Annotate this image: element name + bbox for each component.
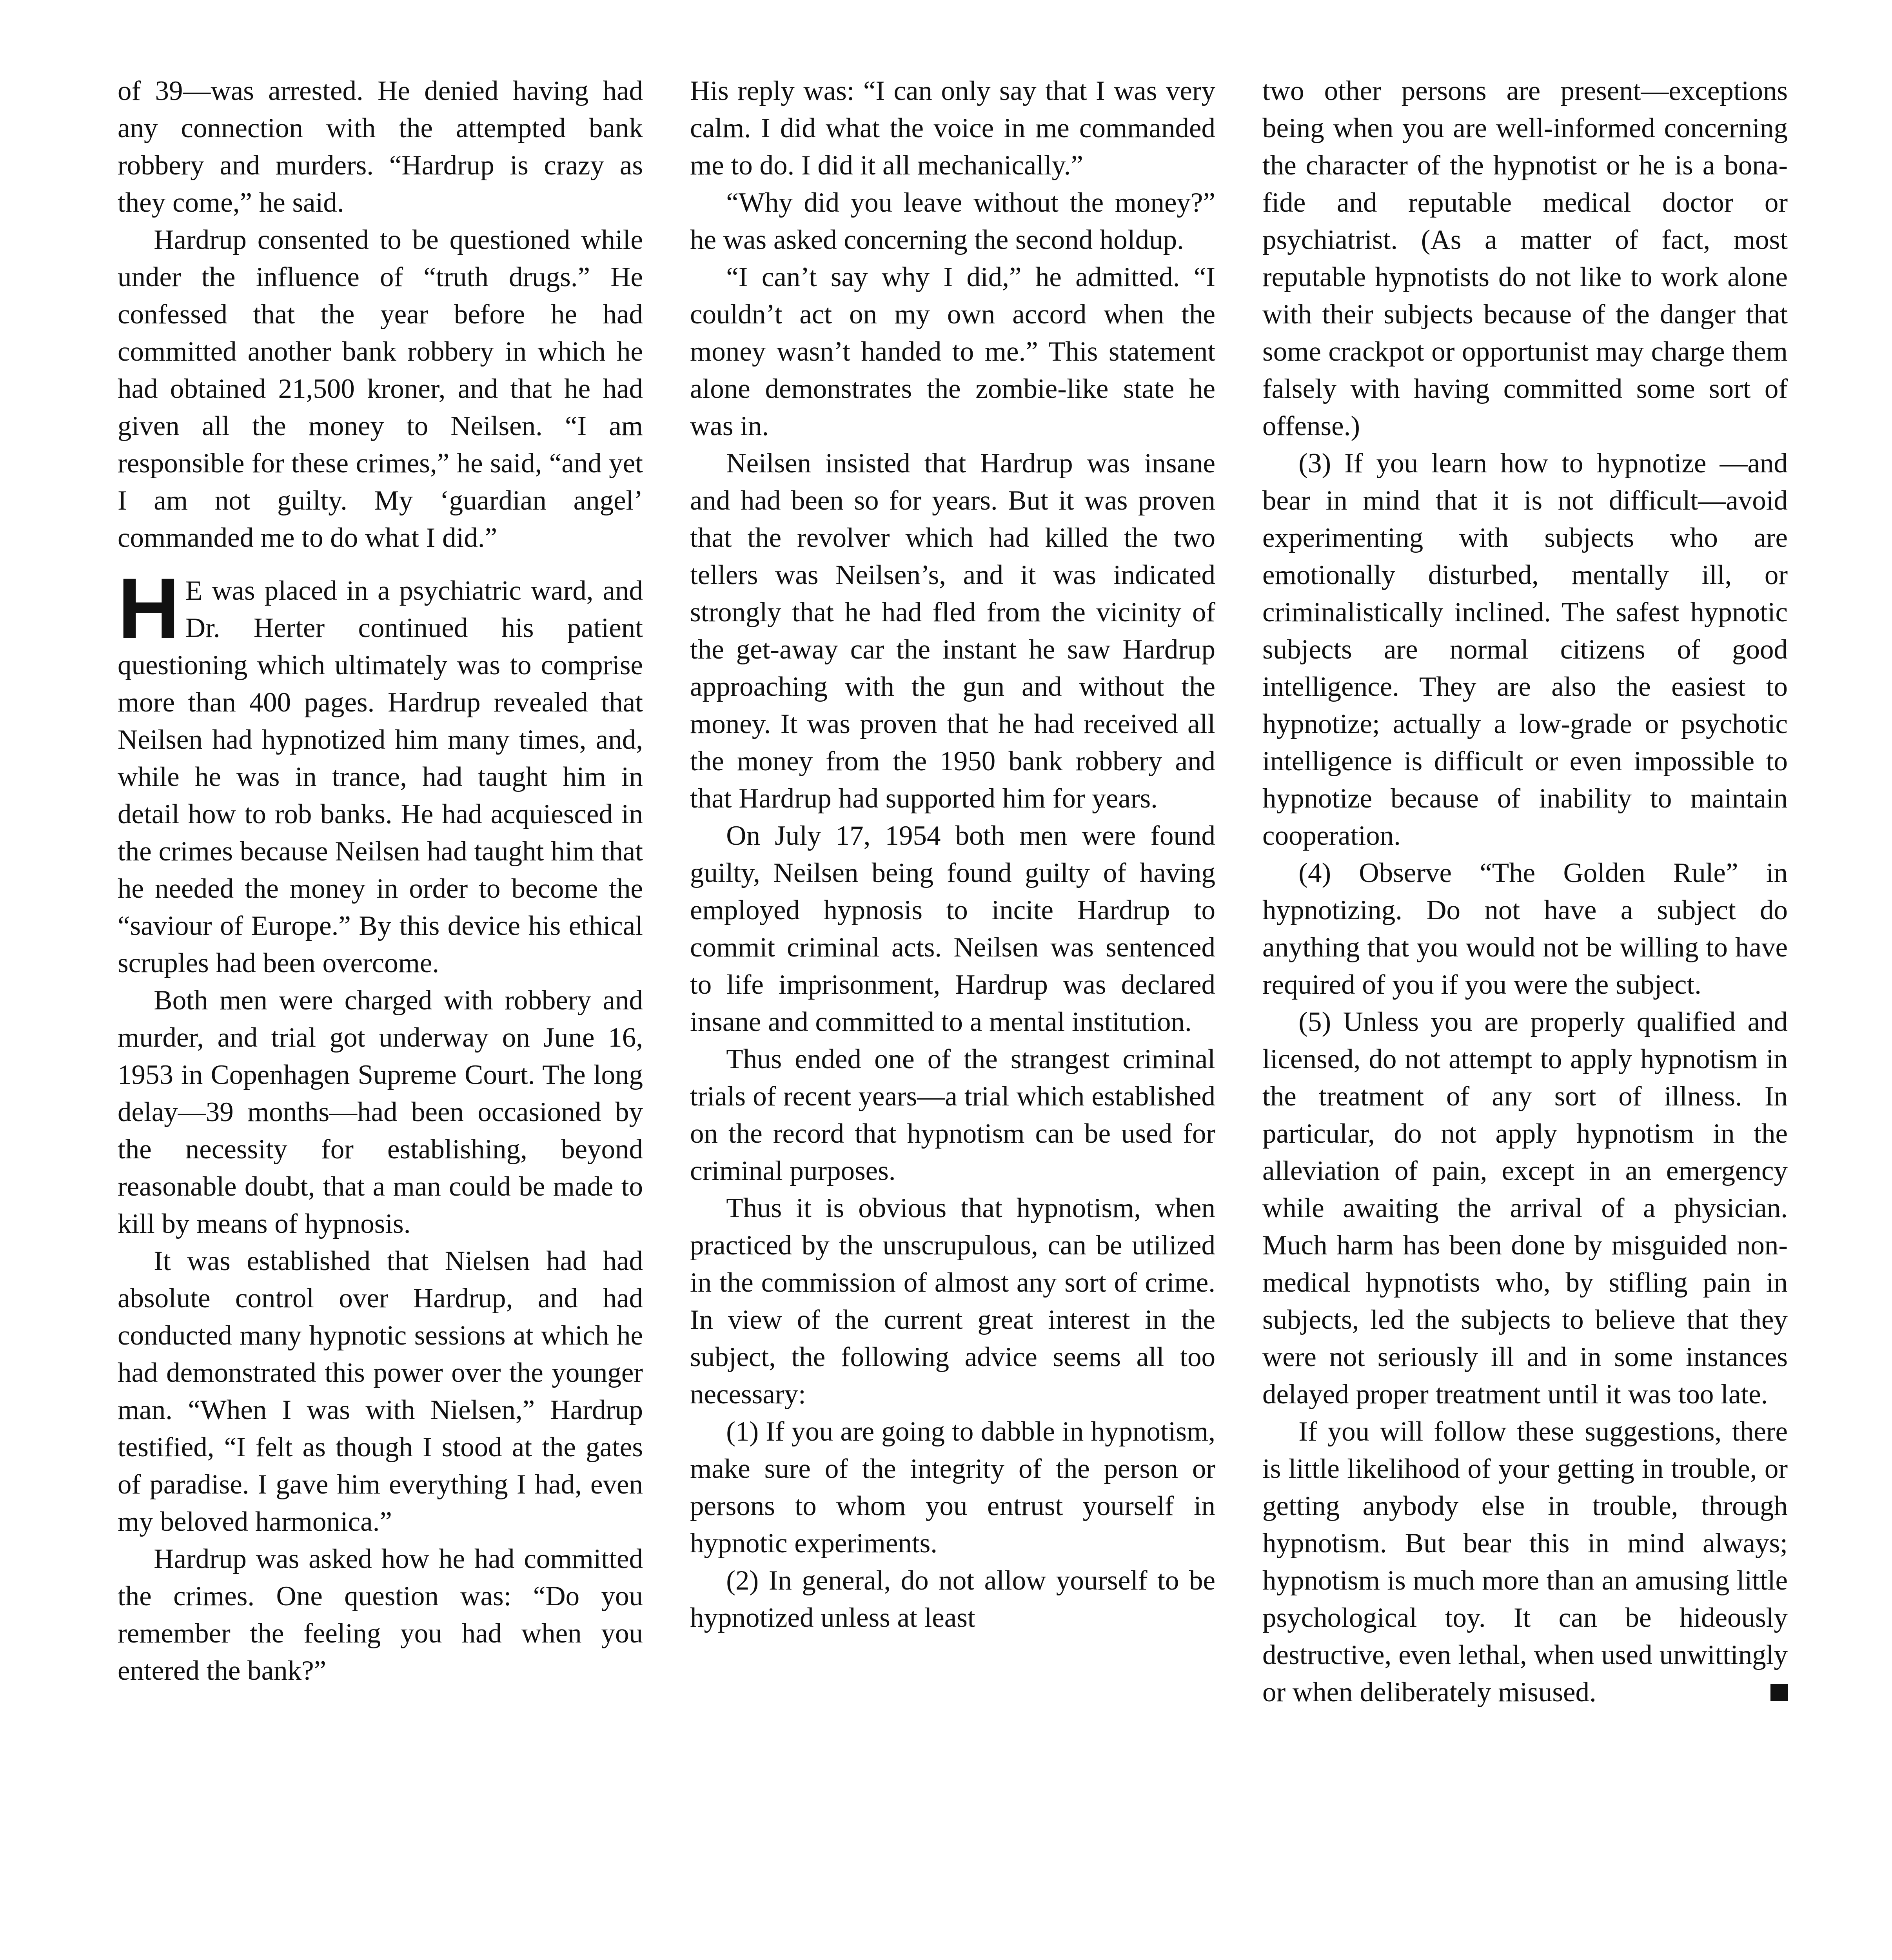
paragraph: On July 17, 1954 both men were found guilty, Neilsen being found guilty of having employed hypnosis to incite Hardrup to commit criminal acts. Neilsen was sentenced to life imprisonment, Hardrup was declared insane and committed to a mental institution. <box>690 820 1215 1037</box>
paragraph: Neilsen insisted that Hardrup was insane and had been so for years. But it was proven that the revolver which had killed the two tellers was Neilsen’s, and it was indicated strongly that he had fled from the vicinity of the get-away car the instant he saw Hardrup approaching with the gun and without the money. It was proven that he had received all the money from the 1950 bank robbery and that Hardrup had supported him for years. <box>690 448 1215 814</box>
paragraph: “Why did you leave without the money?” he was asked concerning the second holdup. <box>690 187 1215 255</box>
paragraph-with-dropcap <box>118 560 643 982</box>
paragraph: Both men were charged with robbery and murder, and trial got underway on June 16, 1953 in Copenhagen Supreme Court. The long delay—39 months—had been occasioned by the necessity for establishing, beyond reasonable doubt, that a man could be made to kill by means of hypnosis. <box>118 985 643 1239</box>
paragraph: (5) Unless you are properly qualified and licensed, do not attempt to apply hypnotism in the treatment of any sort of illness. In particular, do not apply hypnotism in the alleviation of pain, except in an emergency while awaiting the arrival of a physician. Much harm has been done by misguided non-medical hypnotists who, by stifling pain in subjects, led the subjects to believe that they were not seriously ill and in some instances delayed proper treatment until it was too late. <box>1262 1007 1788 1410</box>
paragraph: Thus it is obvious that hypnotism, when practiced by the unscrupulous, can be utilized in the commission of almost any sort of crime. In view of the current great interest in the subject, the following advice seems all too necessary: <box>690 1193 1215 1410</box>
paragraph: (3) If you learn how to hypnotize —and bear in mind that it is not difficult—avoid experimenting with subjects who are emotionally disturbed, mentally ill, or criminalistically inclined. The safest hypnotic subjects are normal citizens of good intelligence. They are also the easiest to hypnotize; actually a low-grade or psychotic intelligence is difficult or even impossible to hypnotize because of inability to maintain cooperation. <box>1262 448 1788 851</box>
paragraph <box>1262 1413 1788 1711</box>
paragraph: of 39—was arrested. He denied having had any connection with the attempted bank robbery and murders. “Hardrup is crazy as they come,” he said. <box>118 76 643 218</box>
end-of-article-mark <box>1770 1684 1788 1701</box>
paragraph: It was established that Nielsen had had absolute control over Hardrup, and had conducted many hypnotic sessions at which he had demonstrated this power over the younger man. “When I was with Nielsen,” Hardrup testified, “I felt as though I stood at the gates of paradise. I gave him everything I had, even my beloved harmonica.” <box>118 1246 643 1537</box>
article-column-3 <box>1262 73 1788 1711</box>
paragraph: (4) Observe “The Golden Rule” in hypnotizing. Do not have a subject do anything that you would not be willing to have required of you if you were the subject. <box>1262 858 1788 1000</box>
paragraph: Hardrup was asked how he had committed the crimes. One question was: “Do you remember the feeling you had when you entered the bank?” <box>118 1544 643 1686</box>
article-column-2 <box>690 73 1215 1711</box>
paragraph: two other persons are present—exceptions being when you are well-informed concerning the character of the hypnotist or he is a bona-fide and reputable medical doctor or psychiatrist. (As a matter of fact, most reputable hypnotists do not like to work alone with their subjects because of the danger that some crackpot or opportunist may charge them falsely with having committed some sort of offense.) <box>1262 76 1788 441</box>
paragraph-text: If you will follow these suggestions, there is little likelihood of your getting in trouble, or getting anybody else in trouble, through hypnotism. But bear this in mind always; hypnotism is much more than an amusing little psychological toy. It can be hideously destructive, even lethal, when used unwittingly or when deliberately misused. <box>1262 1416 1788 1708</box>
paragraph: (2) In general, do not allow yourself to be hypnotized unless at least <box>690 1565 1215 1633</box>
paragraph: His reply was: “I can only say that I was very calm. I did what the voice in me commanded me to do. I did it all mechanically.” <box>690 76 1215 181</box>
paragraph: Hardrup consented to be questioned while under the influence of “truth drugs.” He confessed that the year before he had committed another bank robbery in which he had obtained 21,500 kroner, and that he had given all the money to Neilsen. “I am responsible for these crimes,” he said, “and yet I am not guilty. My ‘guardian angel’ commanded me to do what I did.” <box>118 225 643 553</box>
paragraph: Thus ended one of the strangest criminal trials of recent years—a trial which established on the record that hypnotism can be used for criminal purposes. <box>690 1044 1215 1186</box>
paragraph-text: E was placed in a psychiatric ward, and Dr. Herter continued his patient questioning which ultimately was to comprise more than 400 pages. Hardrup revealed that Neilsen had hypnotized him many times, and, while he was in trance, had taught him in detail how to rob banks. He had acquiesced in the crimes because Neilsen had taught him that he needed the money in order to become the “saviour of Europe.” By this device his ethical scruples had been overcome. <box>118 575 643 978</box>
paragraph: (1) If you are going to dabble in hypnotism, make sure of the integrity of the person or persons to whom you entrust yourself in hypnotic experiments. <box>690 1416 1215 1559</box>
dropcap-letter: H <box>118 560 180 657</box>
paragraph: “I can’t say why I did,” he admitted. “I couldn’t act on my own accord when the money wasn’t handed to me.” This statement alone demonstrates the zombie-like state he was in. <box>690 262 1215 441</box>
article-column-1 <box>118 73 643 1711</box>
hypnotism-article <box>118 73 1788 1711</box>
